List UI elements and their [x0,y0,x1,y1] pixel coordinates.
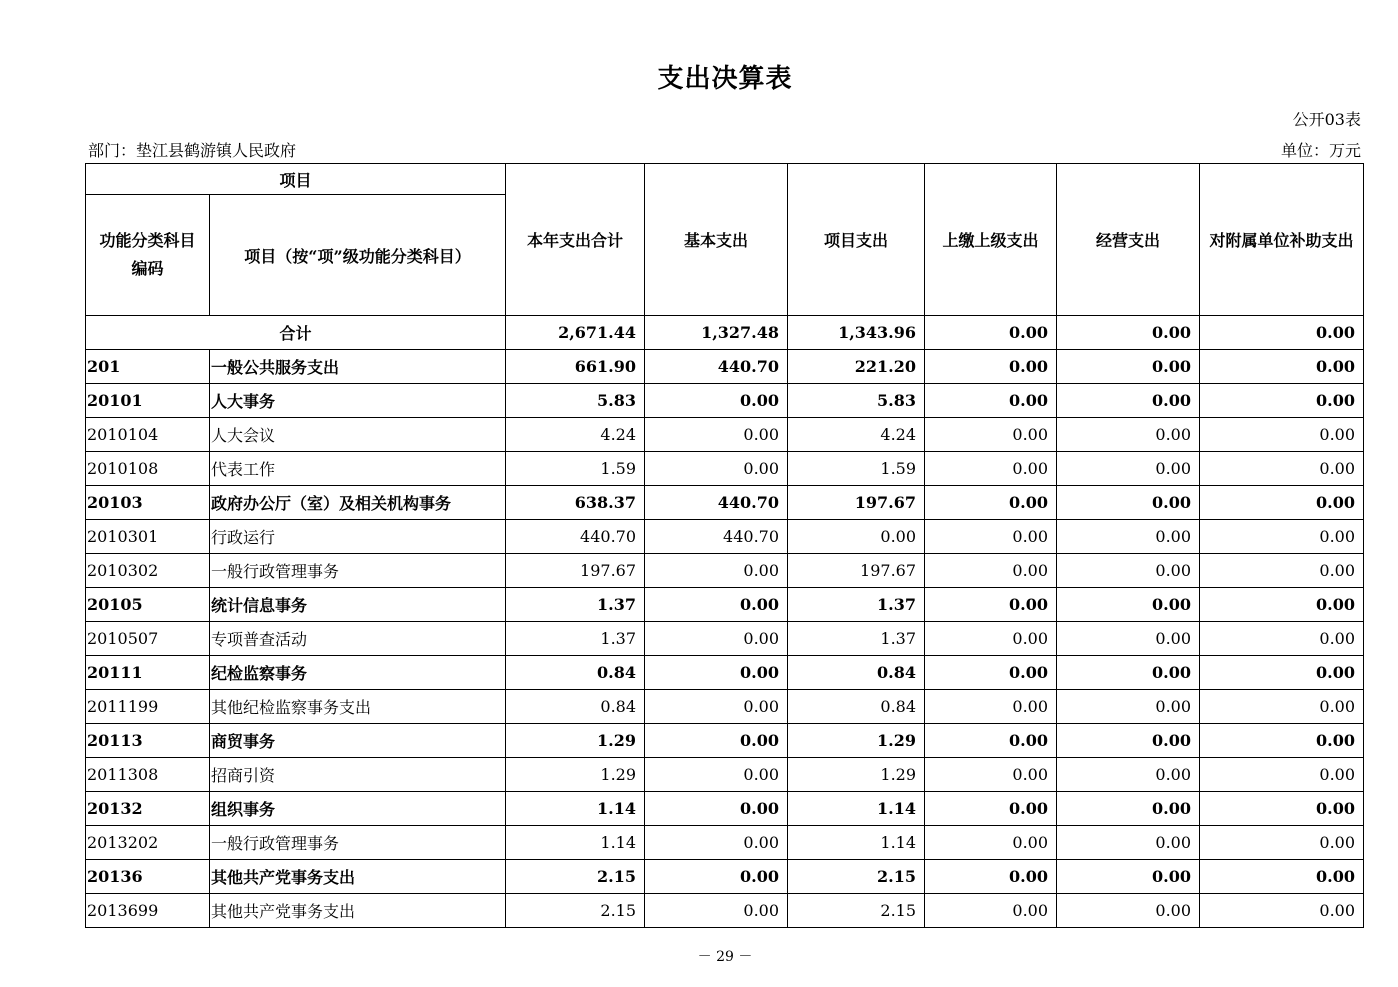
cell-subsidy: 0.00 [1200,724,1364,758]
cell-subsidy: 0.00 [1200,486,1364,520]
cell-business: 0.00 [1057,724,1200,758]
table-row [86,350,1364,384]
cell-upper: 0.00 [925,656,1057,690]
cell-name: 一般行政管理事务 [210,554,506,588]
cell-business: 0.00 [1057,894,1200,928]
cell-code: 2010104 [86,418,210,452]
cell-basic: 0.00 [645,826,788,860]
cell-name: 代表工作 [210,452,506,486]
cell-code: 20103 [86,486,210,520]
table-row [86,758,1364,792]
table-row [86,826,1364,860]
cell-name: 统计信息事务 [210,588,506,622]
cell-project: 4.24 [788,418,925,452]
cell-business: 0.00 [1057,690,1200,724]
cell-upper: 0.00 [925,588,1057,622]
cell-code: 20101 [86,384,210,418]
cell-business: 0.00 [1057,758,1200,792]
cell-subsidy: 0.00 [1200,520,1364,554]
cell-upper: 0.00 [925,758,1057,792]
cell-code: 2013699 [86,894,210,928]
table-row [86,690,1364,724]
cell-subsidy: 0.00 [1200,418,1364,452]
cell-business: 0.00 [1057,418,1200,452]
cell-basic: 0.00 [645,588,788,622]
cell-name: 人大事务 [210,384,506,418]
page-number: － 29 － [697,949,753,965]
header-item-group: 项目 [86,164,506,195]
cell-name: 其他共产党事务支出 [210,860,506,894]
table-row [86,554,1364,588]
cell-name: 政府办公厅（室）及相关机构事务 [210,486,506,520]
cell-business: 0.00 [1057,350,1200,384]
table-row [86,520,1364,554]
cell-basic: 0.00 [645,792,788,826]
cell-subsidy: 0.00 [1200,860,1364,894]
cell-basic: 0.00 [645,724,788,758]
cell-business: 0.00 [1057,656,1200,690]
cell-basic: 0.00 [645,384,788,418]
header-total: 本年支出合计 [506,164,645,316]
cell-name: 商贸事务 [210,724,506,758]
cell-business: 0.00 [1057,860,1200,894]
cell-subsidy: 0.00 [1200,554,1364,588]
cell-basic: 0.00 [645,656,788,690]
table-row [86,860,1364,894]
cell-name: 一般行政管理事务 [210,826,506,860]
cell-business: 0.00 [1057,486,1200,520]
cell-name: 招商引资 [210,758,506,792]
cell-upper: 0.00 [925,554,1057,588]
cell-project: 2.15 [788,860,925,894]
header-code: 功能分类科目编码 [86,195,210,316]
total-upper: 0.00 [925,316,1057,350]
cell-total: 1.37 [506,622,645,656]
cell-project: 197.67 [788,554,925,588]
cell-name: 专项普查活动 [210,622,506,656]
cell-name: 行政运行 [210,520,506,554]
table-row [86,894,1364,928]
header-project: 项目支出 [788,164,925,316]
cell-subsidy: 0.00 [1200,656,1364,690]
cell-code: 201 [86,350,210,384]
table-row [86,452,1364,486]
total-basic: 1,327.48 [645,316,788,350]
cell-project: 1.37 [788,588,925,622]
cell-upper: 0.00 [925,860,1057,894]
cell-business: 0.00 [1057,622,1200,656]
total-business: 0.00 [1057,316,1200,350]
cell-code: 2010507 [86,622,210,656]
cell-upper: 0.00 [925,520,1057,554]
cell-subsidy: 0.00 [1200,690,1364,724]
header-subsidy: 对附属单位补助支出 [1200,164,1364,316]
cell-business: 0.00 [1057,588,1200,622]
cell-name: 人大会议 [210,418,506,452]
cell-project: 0.84 [788,656,925,690]
cell-total: 638.37 [506,486,645,520]
cell-total: 1.14 [506,826,645,860]
table-row [86,588,1364,622]
cell-code: 20113 [86,724,210,758]
cell-code: 20132 [86,792,210,826]
expenditure-table [85,163,1364,928]
cell-basic: 0.00 [645,452,788,486]
cell-basic: 0.00 [645,622,788,656]
cell-total: 1.37 [506,588,645,622]
cell-total: 2.15 [506,894,645,928]
cell-basic: 0.00 [645,554,788,588]
cell-name: 其他共产党事务支出 [210,894,506,928]
cell-project: 0.00 [788,520,925,554]
cell-code: 2013202 [86,826,210,860]
cell-project: 0.84 [788,690,925,724]
cell-basic: 0.00 [645,860,788,894]
cell-subsidy: 0.00 [1200,758,1364,792]
page-title: 支出决算表 [657,64,793,94]
cell-upper: 0.00 [925,384,1057,418]
cell-upper: 0.00 [925,486,1057,520]
cell-name: 纪检监察事务 [210,656,506,690]
cell-total: 4.24 [506,418,645,452]
department-label: 部门：垫江县鹤游镇人民政府 [88,141,297,160]
table-row [86,486,1364,520]
header-business: 经营支出 [1057,164,1200,316]
cell-total: 1.29 [506,758,645,792]
cell-code: 2011199 [86,690,210,724]
cell-subsidy: 0.00 [1200,350,1364,384]
cell-upper: 0.00 [925,350,1057,384]
cell-subsidy: 0.00 [1200,384,1364,418]
cell-subsidy: 0.00 [1200,792,1364,826]
table-row [86,384,1364,418]
table-row [86,724,1364,758]
cell-project: 5.83 [788,384,925,418]
cell-business: 0.00 [1057,826,1200,860]
cell-project: 1.14 [788,792,925,826]
total-total: 2,671.44 [506,316,645,350]
cell-project: 1.37 [788,622,925,656]
cell-project: 1.59 [788,452,925,486]
cell-subsidy: 0.00 [1200,894,1364,928]
cell-code: 20105 [86,588,210,622]
cell-basic: 0.00 [645,758,788,792]
total-subsidy: 0.00 [1200,316,1364,350]
total-row [86,316,1364,350]
table-row [86,418,1364,452]
table-row [86,622,1364,656]
cell-upper: 0.00 [925,452,1057,486]
cell-name: 组织事务 [210,792,506,826]
cell-subsidy: 0.00 [1200,622,1364,656]
cell-code: 2010108 [86,452,210,486]
header-name: 项目（按“项”级功能分类科目） [210,195,506,316]
cell-total: 440.70 [506,520,645,554]
cell-upper: 0.00 [925,894,1057,928]
cell-subsidy: 0.00 [1200,452,1364,486]
cell-total: 1.29 [506,724,645,758]
table-row [86,656,1364,690]
cell-project: 1.14 [788,826,925,860]
cell-total: 0.84 [506,690,645,724]
cell-basic: 440.70 [645,520,788,554]
cell-business: 0.00 [1057,792,1200,826]
cell-total: 0.84 [506,656,645,690]
total-label: 合计 [86,316,506,350]
cell-upper: 0.00 [925,690,1057,724]
cell-total: 1.59 [506,452,645,486]
cell-subsidy: 0.00 [1200,826,1364,860]
header-basic: 基本支出 [645,164,788,316]
unit-label: 单位：万元 [1280,141,1361,160]
cell-business: 0.00 [1057,452,1200,486]
cell-project: 1.29 [788,758,925,792]
cell-total: 2.15 [506,860,645,894]
cell-code: 20111 [86,656,210,690]
cell-basic: 0.00 [645,690,788,724]
cell-upper: 0.00 [925,826,1057,860]
cell-code: 2011308 [86,758,210,792]
cell-business: 0.00 [1057,520,1200,554]
cell-total: 1.14 [506,792,645,826]
cell-name: 一般公共服务支出 [210,350,506,384]
cell-upper: 0.00 [925,418,1057,452]
cell-code: 2010302 [86,554,210,588]
cell-basic: 440.70 [645,350,788,384]
cell-total: 5.83 [506,384,645,418]
cell-upper: 0.00 [925,792,1057,826]
total-project: 1,343.96 [788,316,925,350]
cell-business: 0.00 [1057,384,1200,418]
cell-basic: 0.00 [645,894,788,928]
cell-project: 1.29 [788,724,925,758]
cell-total: 661.90 [506,350,645,384]
cell-project: 2.15 [788,894,925,928]
cell-code: 20136 [86,860,210,894]
cell-basic: 440.70 [645,486,788,520]
table-row [86,792,1364,826]
cell-name: 其他纪检监察事务支出 [210,690,506,724]
cell-project: 221.20 [788,350,925,384]
cell-basic: 0.00 [645,418,788,452]
cell-business: 0.00 [1057,554,1200,588]
cell-subsidy: 0.00 [1200,588,1364,622]
cell-project: 197.67 [788,486,925,520]
cell-upper: 0.00 [925,622,1057,656]
cell-code: 2010301 [86,520,210,554]
form-number: 公开03表 [1292,110,1361,129]
header-upper: 上缴上级支出 [925,164,1057,316]
cell-upper: 0.00 [925,724,1057,758]
cell-total: 197.67 [506,554,645,588]
